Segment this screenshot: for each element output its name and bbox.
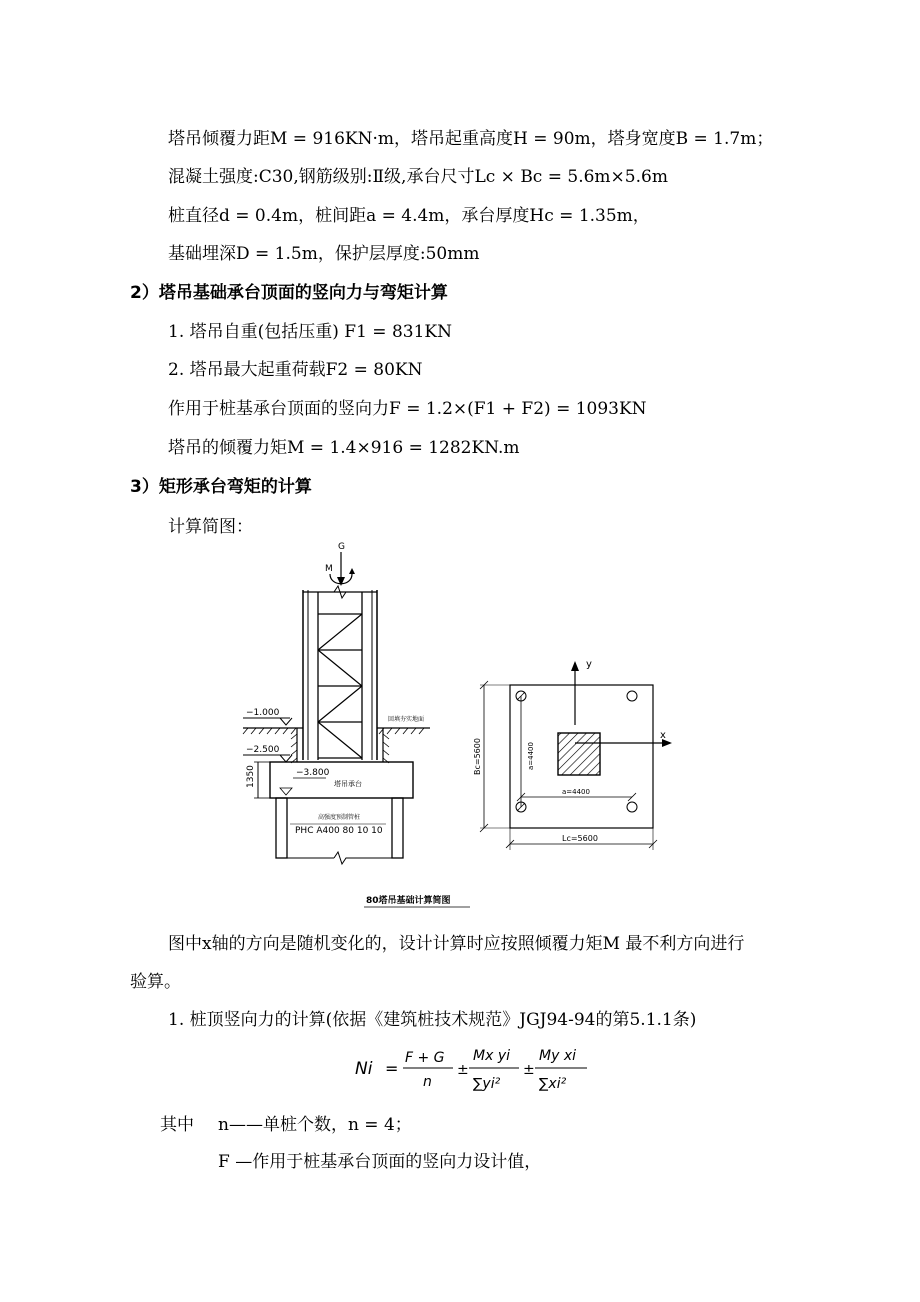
cap-width-dim: Bc=5600 — [473, 738, 482, 775]
formula-pm-2: ± — [523, 1062, 535, 1078]
self-weight-item: 1. 塔吊自重(包括压重) F1 = 831KN — [168, 322, 452, 342]
where-label: 其中 — [160, 1115, 194, 1135]
diagram-intro: 计算简图： — [168, 517, 253, 537]
formula-term2-num: Mx yi — [473, 1048, 510, 1064]
param-line-3: 桩直径d = 0.4m，桩间距a = 4.4m，承台厚度Hc = 1.35m， — [168, 206, 650, 226]
axis-note-line-2: 验算。 — [130, 972, 181, 992]
formula-lhs: Ni — [355, 1059, 373, 1079]
pile-spacing-horizontal: a=4400 — [562, 788, 590, 796]
param-line-1: 塔吊倾覆力距M = 916KN·m，塔吊起重高度H = 90m，塔身宽度B = 1.7m； — [168, 129, 774, 149]
formula-term2-den: ∑yi² — [473, 1076, 501, 1092]
vertical-force-line: 作用于桩基承台顶面的竖向力F = 1.2×(F1 + F2) = 1093KN — [168, 399, 647, 419]
formula-pm-1: ± — [457, 1062, 469, 1078]
param-line-2: 混凝土强度:C30,钢筋级别:Ⅱ级,承台尺寸Lc × Bc = 5.6m×5.6m — [168, 167, 668, 187]
level-3800: −3.800 — [296, 768, 330, 778]
cap-thickness-dim: 1350 — [246, 765, 256, 788]
y-axis-label: y — [586, 659, 592, 670]
plan-view — [473, 659, 672, 850]
x-axis-label: x — [660, 730, 666, 741]
level-1000: −1.000 — [246, 708, 280, 718]
pile-cap-label: 塔吊承台 — [334, 780, 362, 788]
elevation-view — [243, 542, 430, 864]
pile-type-label: 高强度预制管桩 — [318, 814, 361, 821]
load-label-g: G — [338, 542, 345, 552]
pile-force-item: 1. 桩顶竖向力的计算(依据《建筑桩技术规范》JGJ94-94的第5.1.1条) — [168, 1010, 697, 1030]
section-2-heading: 2）塔吊基础承台顶面的竖向力与弯矩计算 — [130, 283, 448, 303]
axis-note-line-1: 图中x轴的方向是随机变化的，设计计算时应按照倾覆力矩M 最不利方向进行 — [168, 934, 745, 954]
figure-caption: 80塔吊基础计算简图 — [366, 896, 451, 906]
formula-term3-num: My xi — [539, 1048, 576, 1064]
moment-label-m: M — [325, 564, 333, 574]
formula-term1-num: F + G — [405, 1050, 445, 1066]
backfill-label: 回填夯实地面 — [388, 716, 425, 723]
pile-force-formula — [355, 1040, 595, 1096]
definition-f: F —作用于桩基承台顶面的竖向力设计值， — [218, 1152, 542, 1172]
cap-length-dim: Lc=5600 — [562, 834, 598, 843]
formula-term1-den: n — [423, 1074, 432, 1090]
section-3-heading: 3）矩形承台弯矩的计算 — [130, 477, 312, 497]
param-line-4: 基础埋深D = 1.5m，保护层厚度:50mm — [168, 244, 480, 264]
pile-spec-label: PHC A400 80 10 10 — [295, 826, 383, 836]
max-load-item: 2. 塔吊最大起重荷载F2 = 80KN — [168, 360, 423, 380]
definition-n: n——单桩个数，n = 4； — [218, 1115, 412, 1135]
svg-text:=: = — [385, 1059, 399, 1078]
level-2500: −2.500 — [246, 745, 280, 755]
pile-spacing-vertical: a=4400 — [527, 742, 535, 770]
overturning-moment-line: 塔吊的倾覆力矩M = 1.4×916 = 1282KN.m — [168, 438, 520, 458]
foundation-diagram — [0, 530, 920, 930]
formula-term3-den: ∑xi² — [539, 1076, 567, 1092]
